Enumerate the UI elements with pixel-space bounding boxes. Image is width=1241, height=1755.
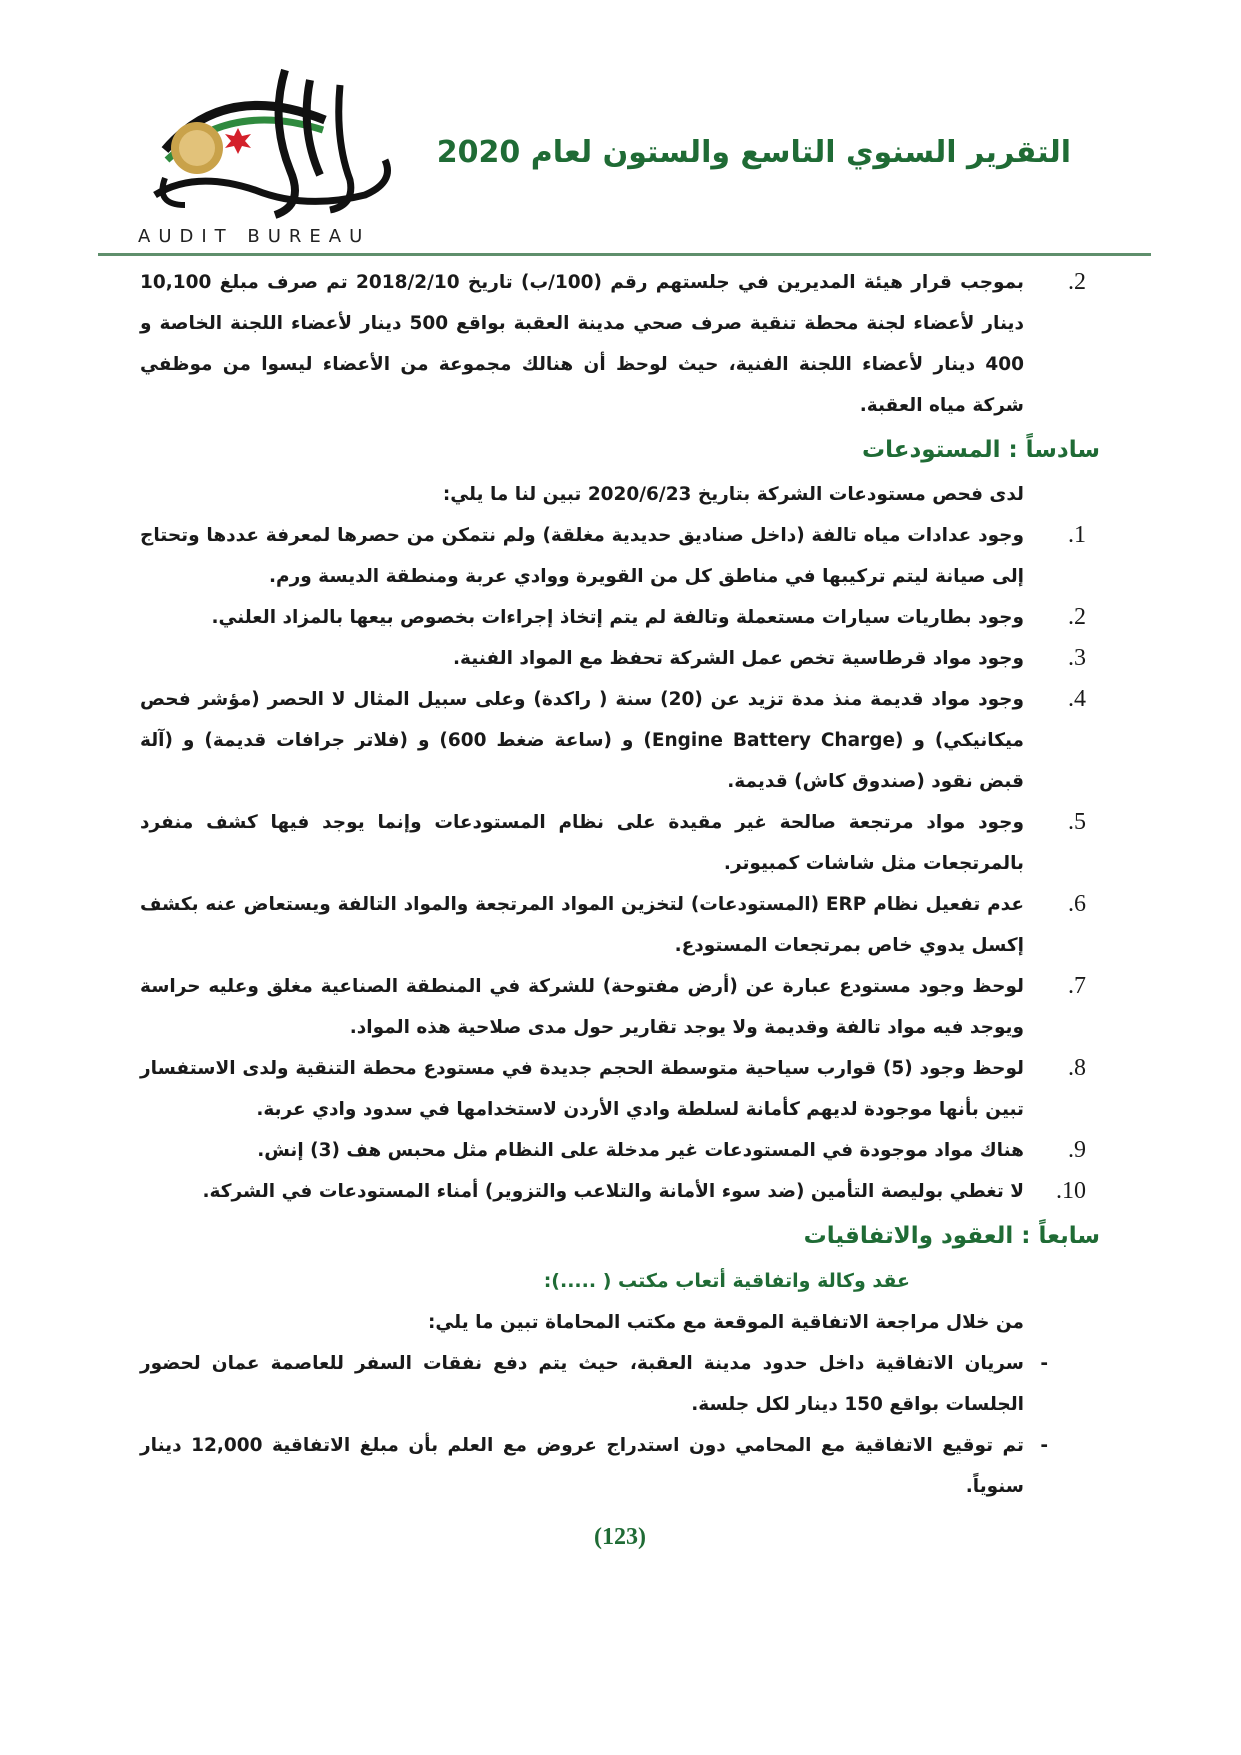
item-number: .9	[1068, 1137, 1086, 1163]
list-item	[140, 802, 1100, 884]
item-text: بموجب قرار هيئة المديرين في جلستهم رقم (100/ب) تاريخ 2018/2/10 تم صرف مبلغ 10,100 دينار لأعضاء لجنة محطة تنقية صرف صحي مدينة العقبة بواقع 500 دينار لأعضاء اللجنة الخاصة و 400 دينار لأعضاء اللجنة الفنية، حيث لوحظ أن هنالك مجموعة من الأعضاء ليسوا من موظفي شركة مياه العقبة.	[140, 272, 1024, 416]
item-number: .5	[1068, 809, 1086, 835]
subsection-heading: عقد وكالة واتفاقية أتعاب مكتب ( .....):	[543, 1270, 910, 1292]
item-number: .3	[1068, 645, 1086, 671]
section-heading: سابعاً : العقود والاتفاقيات	[803, 1223, 1100, 1249]
list-item	[140, 515, 1100, 597]
section-intro: من خلال مراجعة الاتفاقية الموقعة مع مكتب المحاماة تبين ما يلي:	[428, 1312, 1024, 1333]
item-number: .7	[1068, 973, 1086, 999]
bullet-item	[140, 1425, 1100, 1507]
list-item	[140, 1171, 1100, 1212]
list-item	[140, 1130, 1100, 1171]
list-item	[140, 1048, 1100, 1130]
item-text: لوحظ وجود (5) قوارب سياحية متوسطة الحجم جديدة في مستودع محطة التنقية ولدى الاستفسار تبين بأنها موجودة لديهم كأمانة لسلطة وادي الأردن لاستخدامها في سدود وادي عربة.	[140, 1058, 1025, 1120]
item-text: وجود مواد قديمة منذ مدة تزيد عن (20) سنة ( راكدة) وعلى سبيل المثال لا الحصر (مؤشر فحص ميكانيكي) و (Engine Battery Charge) و (ساعة ضغط 600) و (فلاتر جرافات قديمة) و (آلة قبض نقود (صندوق كاش) قديمة.	[140, 689, 1024, 792]
page-number: (123)	[594, 1524, 646, 1550]
item-text: وجود مواد مرتجعة صالحة غير مقيدة على نظام المستودعات وإنما يوجد فيها كشف منفرد بالمرتجعات مثل شاشات كمبيوتر.	[140, 812, 1024, 874]
list-item	[140, 262, 1100, 426]
item-text: هناك مواد موجودة في المستودعات غير مدخلة على النظام مثل محبس هف (3) إنش.	[257, 1140, 1024, 1161]
item-number: .1	[1068, 522, 1086, 548]
item-text: وجود بطاريات سيارات مستعملة وتالفة لم يتم إتخاذ إجراءات بخصوص بيعها بالمزاد العلني.	[211, 607, 1024, 628]
bullet-text: تم توقيع الاتفاقية مع المحامي دون استدراج عروض مع العلم بأن مبلغ الاتفاقية 12,000 دينار سنوياً.	[140, 1435, 1025, 1497]
report-title: التقرير السنوي التاسع والستون لعام 2020	[436, 135, 1071, 170]
section-intro: لدى فحص مستودعات الشركة بتاريخ 2020/6/23 تبين لنا ما يلي:	[442, 484, 1024, 505]
item-number: .2	[1068, 604, 1086, 630]
list-item	[140, 884, 1100, 966]
document-body	[140, 0, 1100, 1593]
section-heading: سادساً : المستودعات	[862, 437, 1100, 463]
list-item	[140, 966, 1100, 1048]
item-number: .8	[1068, 1055, 1086, 1081]
bullet-text: سريان الاتفاقية داخل حدود مدينة العقبة، حيث يتم دفع نفقات السفر للعاصمة عمان لحضور الجلسات بواقع 150 دينار لكل جلسة.	[140, 1353, 1024, 1415]
list-item	[140, 638, 1100, 679]
item-text: لوحظ وجود مستودع عبارة عن (أرض مفتوحة) للشركة في المنطقة الصناعية مغلق وعليه حراسة ويوجد فيه مواد تالفة وقديمة ولا يوجد تقارير حول مدى صلاحية هذه المواد.	[140, 976, 1024, 1038]
item-text: لا تغطي بوليصة التأمين (ضد سوء الأمانة والتلاعب والتزوير) أمناء المستودعات في الشركة.	[202, 1181, 1024, 1202]
bullet-marker: -	[1040, 1353, 1048, 1374]
item-number: .6	[1068, 891, 1086, 917]
item-number: .10	[1056, 1178, 1086, 1204]
bullet-item	[140, 1343, 1100, 1425]
item-number: .4	[1068, 686, 1086, 712]
item-text: عدم تفعيل نظام ERP (المستودعات) لتخزين المواد المرتجعة والمواد التالفة ويستعاض عنه بكشف إكسل يدوي خاص بمرتجعات المستودع.	[140, 894, 1025, 956]
item-number: .2	[1068, 269, 1086, 295]
list-item	[140, 679, 1100, 802]
logo-text: AUDIT BUREAU	[138, 226, 371, 247]
list-item	[140, 597, 1100, 638]
item-text: وجود عدادات مياه تالفة (داخل صناديق حديدية مغلقة) ولم نتمكن من حصرها لمعرفة عددها وتحتاج إلى صيانة ليتم تركيبها في مناطق كل من القويرة ووادي عربة ومنطقة الديسة ورم.	[140, 525, 1024, 587]
bullet-marker: -	[1040, 1435, 1048, 1456]
item-text: وجود مواد قرطاسية تخص عمل الشركة تحفظ مع المواد الفنية.	[453, 648, 1024, 669]
